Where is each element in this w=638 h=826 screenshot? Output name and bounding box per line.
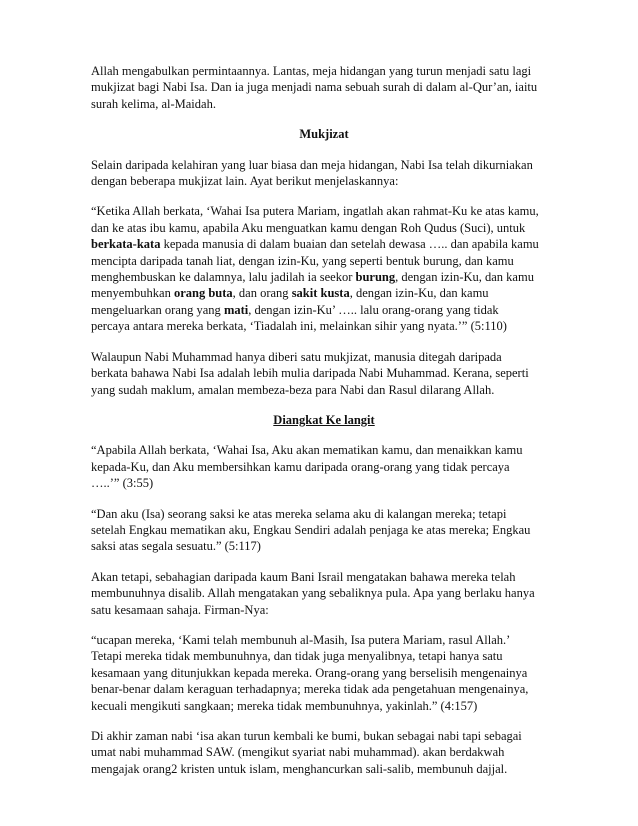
text-line: mengajak orang2 kristen untuk islam, menghancurkan sali-salib, membunuh dajjal. <box>91 761 508 776</box>
text-line: Selain daripada kelahiran yang luar biasa dan meja hidangan, Nabi Isa telah dikurniakan <box>91 157 533 172</box>
text-line <box>91 236 557 252</box>
quote-4-157 <box>91 632 557 714</box>
text-line: “Apabila Allah berkata, ‘Wahai Isa, Aku akan mematikan kamu, dan menaikkan kamu <box>91 443 523 458</box>
quote-3-55 <box>91 442 557 491</box>
text-line: berkata bahawa Nabi Isa adalah lebih mulia daripada Nabi Muhammad. Kerana, seperti <box>91 366 529 381</box>
text-line: “Dan aku (Isa) seorang saksi ke atas mereka selama aku di kalangan mereka; tetapi <box>91 506 507 521</box>
bold-text: mati <box>223 302 249 317</box>
text-line: Allah mengabulkan permintaannya. Lantas, meja hidangan yang turun menjadi satu lagi <box>91 64 532 78</box>
text-line: dan ke atas ibu kamu, apabila Aku menguatkan kamu dengan Roh Qudus (Suci), untuk <box>91 220 526 235</box>
text-line: kepada-Ku, dan Aku membersihkan kamu daripada orang-orang yang tidak percaya <box>91 459 510 474</box>
bold-text: orang buta <box>173 286 233 301</box>
akhir-zaman-paragraph <box>91 728 557 777</box>
walaupun-paragraph <box>91 349 557 398</box>
text-line: Di akhir zaman nabi ‘isa akan turun kembali ke bumi, bukan sebagai nabi tapi sebagai <box>91 729 522 743</box>
text-run: menyembuhkan <box>91 286 174 301</box>
text-line: “Ketika Allah berkata, ‘Wahai Isa putera Mariam, ingatlah akan rahmat-Ku ke atas kamu, <box>91 204 539 219</box>
text-line: Akan tetapi, sebahagian daripada kaum Bani Israil mengatakan bahawa mereka telah <box>91 569 516 584</box>
text-line: membunuhnya disalib. Allah mengatakan yang sebaliknya pula. Apa yang berlaku hanya <box>91 586 535 601</box>
text-run: , dan orang <box>232 286 292 301</box>
intro-paragraph <box>91 63 557 112</box>
quote-5-117 <box>91 506 557 555</box>
text-run: , dengan izin-Ku’ ….. lalu orang-orang yang tidak <box>248 302 499 317</box>
text-run: , dengan izin-Ku, dan kamu <box>395 270 534 285</box>
text-line: mukjizat bagi Nabi Isa. Dan ia juga menjadi nama sebuah surah di dalam al-Qur’an, iaitu <box>91 80 538 95</box>
bold-text: berkata-kata <box>91 237 161 252</box>
akan-tetapi-paragraph <box>91 569 557 618</box>
mukjizat-paragraph <box>91 157 557 190</box>
document-page <box>91 63 557 791</box>
text-line: kecuali mengikuti sangkaan; mereka tidak membunuhnya, yakinlah.” (4:157) <box>91 698 478 713</box>
text-line <box>91 285 557 301</box>
text-line: yang sudah maklum, amalan membeza-beza para Nabi dan Rasul dilarang Allah. <box>91 382 495 397</box>
text-run: kepada manusia di dalam buaian dan setelah dewasa ….. dan apabila kamu <box>160 237 539 252</box>
text-run: mengeluarkan orang yang <box>91 302 224 317</box>
text-line: surah kelima, al-Maidah. <box>91 96 216 111</box>
text-line: saksi atas segala sesuatu.” (5:117) <box>91 539 261 554</box>
text-line <box>91 302 557 318</box>
text-line: benar-benar dalam keraguan terhadapnya; mereka tidak ada pengetahuan mengenainya, <box>91 682 529 697</box>
text-line: Walaupun Nabi Muhammad hanya diberi satu mukjizat, manusia ditegah daripada <box>91 349 502 364</box>
heading-diangkat-ke-langit: Diangkat Ke langit <box>273 412 375 427</box>
text-line: kesamaan yang ditunjukkan kepada mereka. Orang-orang yang berselisih mengenainya <box>91 665 528 680</box>
quote-5-110 <box>91 203 557 334</box>
text-line: Tetapi mereka tidak membunuhnya, dan tidak juga menyalibnya, tetapi hanya satu <box>91 649 503 664</box>
bold-text: burung <box>355 270 396 285</box>
text-line: mencipta daripada tanah liat, dengan izin-Ku, yang seperti bentuk burung, dan kamu <box>91 253 514 268</box>
text-line: satu kesamaan sahaja. Firman-Nya: <box>91 602 269 617</box>
text-run: , dengan izin-Ku, dan kamu <box>349 286 489 301</box>
text-line <box>91 269 557 285</box>
text-line: setelah Engkau mematikan aku, Engkau Sendiri adalah penjaga ke atas mereka; Engkau <box>91 522 531 537</box>
text-line: “ucapan mereka, ‘Kami telah membunuh al-Masih, Isa putera Mariam, rasul Allah.’ <box>91 632 511 647</box>
heading-mukjizat: Mukjizat <box>299 127 349 142</box>
bold-text: sakit kusta <box>291 286 350 301</box>
text-line: dengan beberapa mukjizat lain. Ayat berikut menjelaskannya: <box>91 174 399 189</box>
text-line: umat nabi muhammad SAW. (mengikut syariat nabi muhammad). akan berdakwah <box>91 745 505 760</box>
text-line: …..’” (3:55) <box>91 476 154 491</box>
text-run: menghembuskan ke dalamnya, lalu jadilah ia seekor <box>91 270 356 285</box>
text-line: percaya antara mereka berkata, ‘Tiadalah ini, melainkan sihir yang nyata.’” (5:110) <box>91 319 507 334</box>
